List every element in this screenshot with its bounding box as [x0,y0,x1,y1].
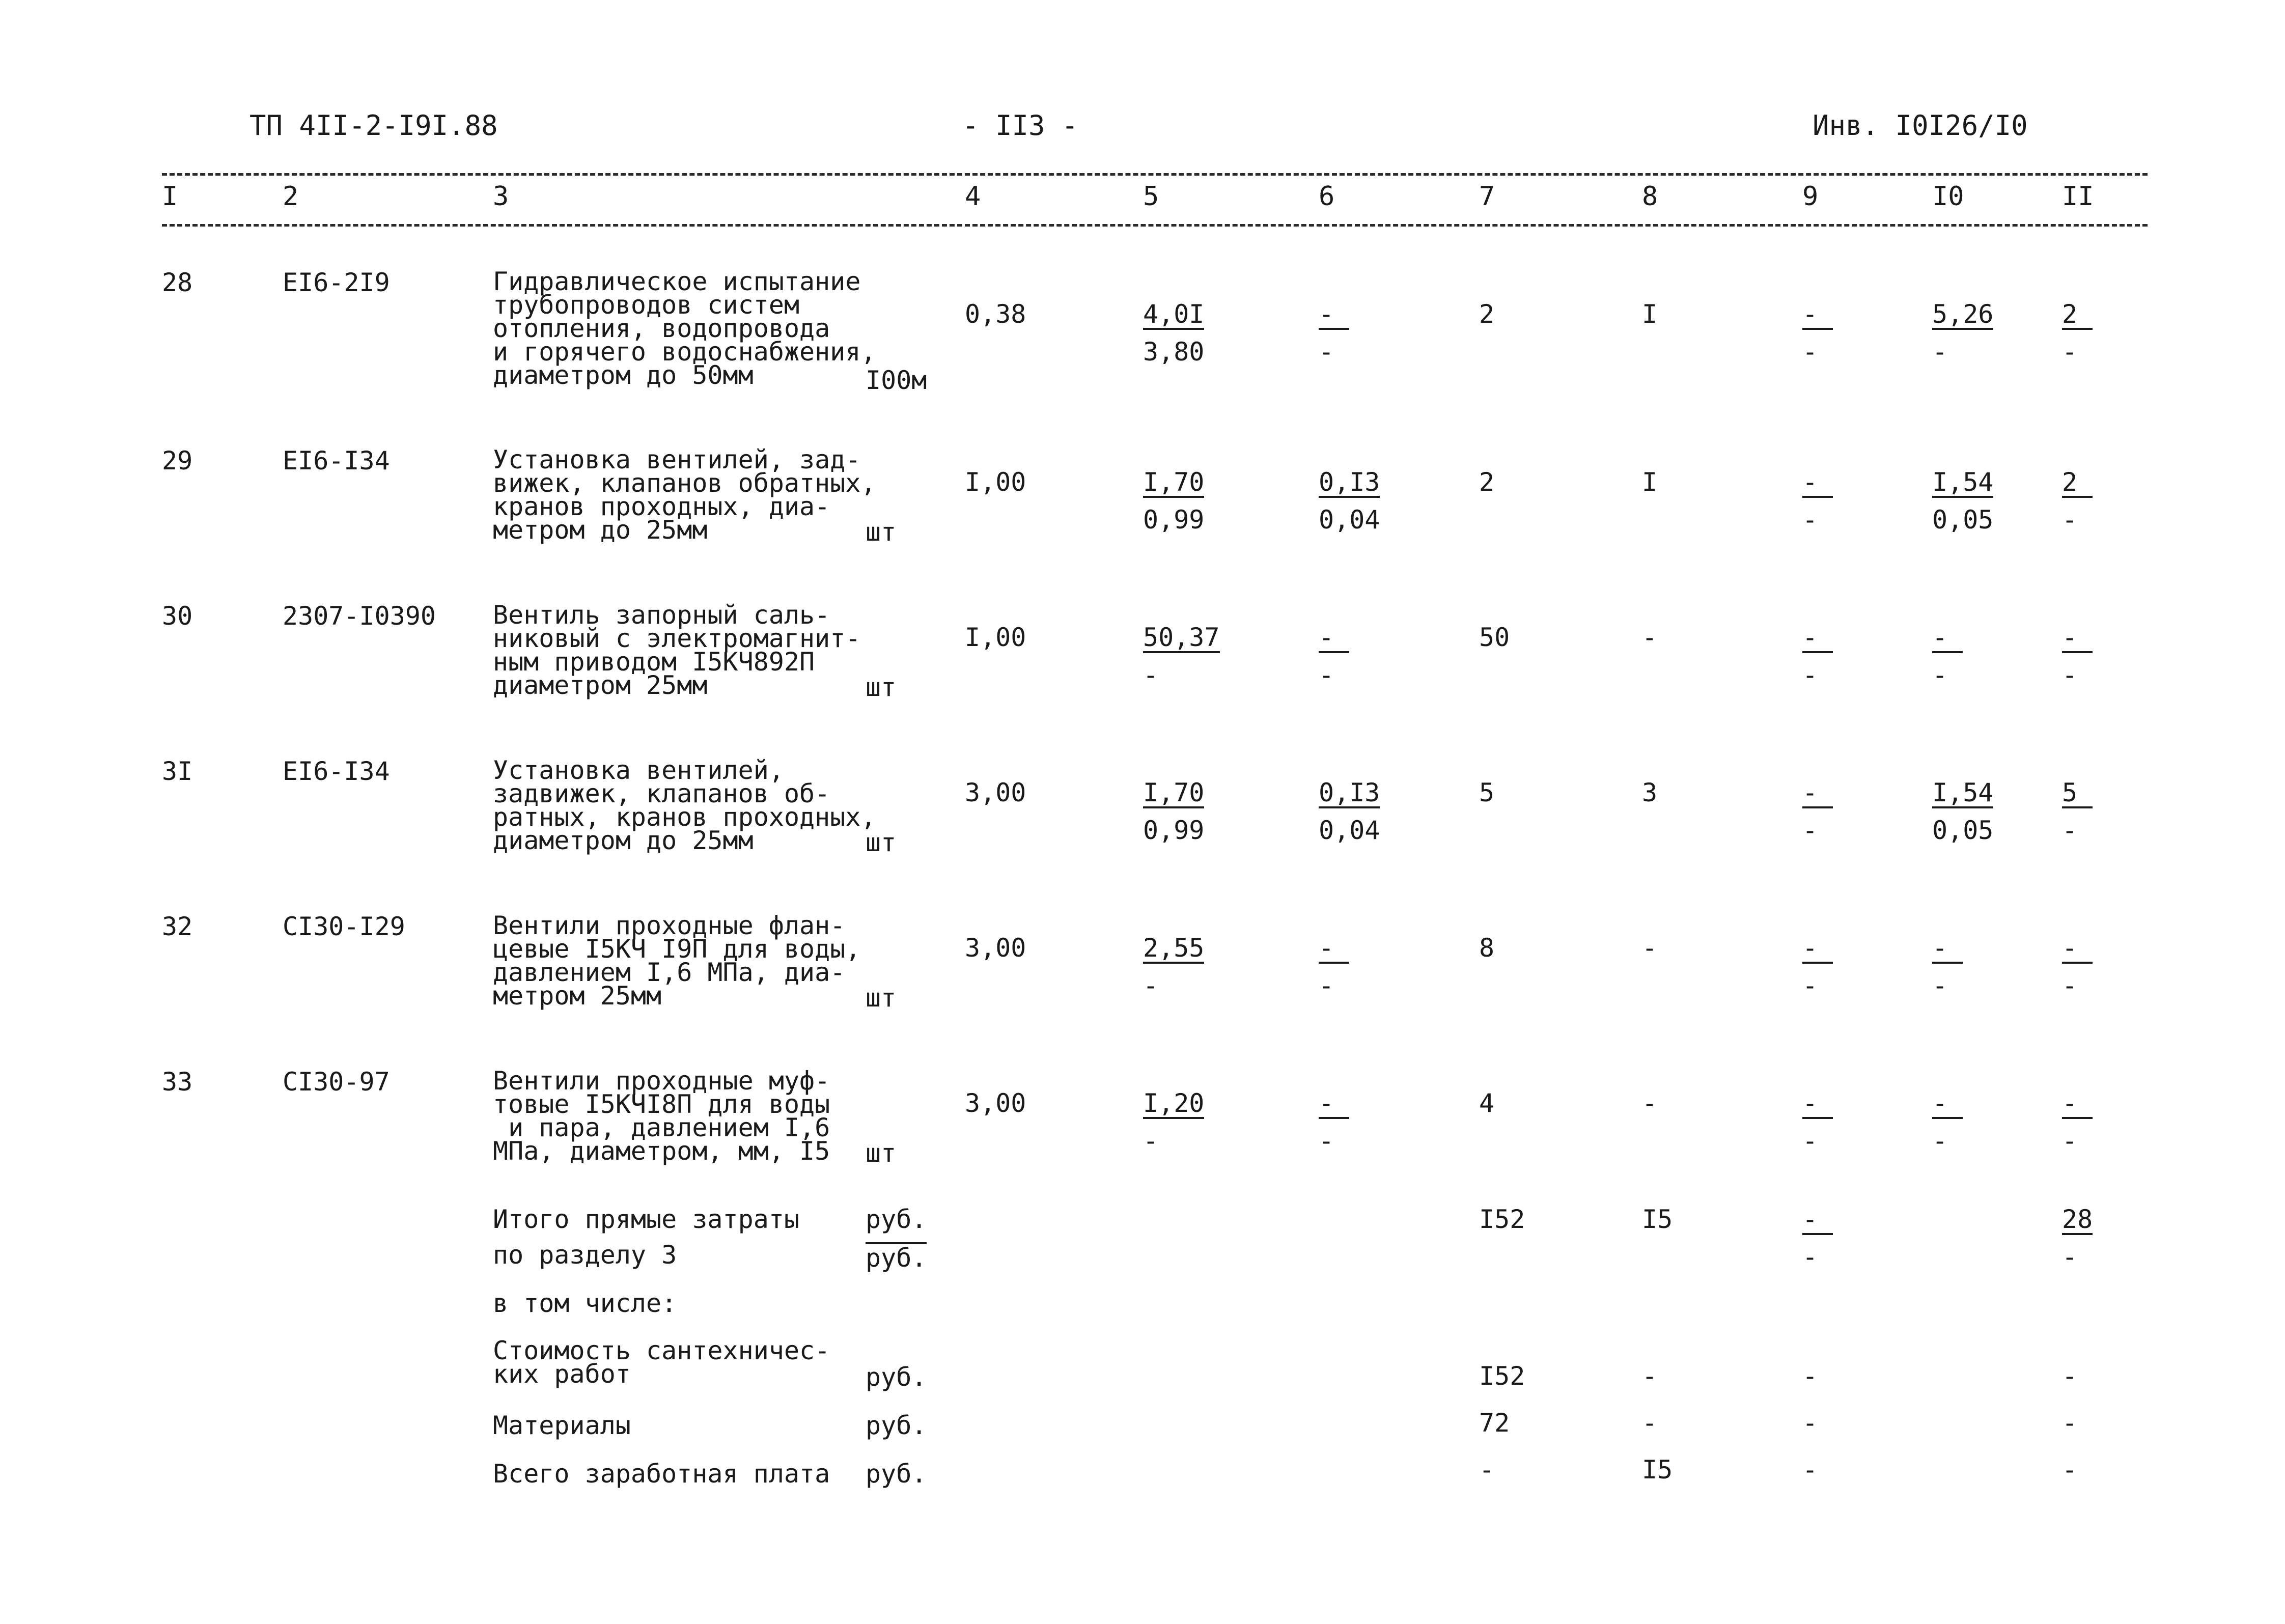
col9-top: - [1802,301,1833,330]
col6-value [1319,625,1349,688]
norm-code: EI6-I34 [283,446,390,475]
col6-top: 0,I3 [1319,467,1380,497]
quantity: 3,00 [965,1088,1026,1118]
quantity: I,00 [965,467,1026,497]
col9-bottom: - [1802,505,1818,535]
col9-value [1802,301,1833,365]
table-row [0,600,2285,766]
col10-top: 5,26 [1932,299,1994,329]
col9-top: - [1802,469,1833,498]
col5-top: 4,0I [1143,299,1205,329]
col5-value [1143,625,1220,688]
col11-value [2062,780,2093,843]
col9-bottom: - [1802,660,1818,690]
unit: шт [866,673,897,702]
col10-bottom: - [1932,337,1948,367]
wages-unit: руб. [866,1459,927,1489]
norm-code: 2307-I0390 [283,601,436,631]
including-label: в том числе: [493,1289,677,1318]
col9-top: - [1802,1090,1833,1119]
col10-bottom: - [1932,1126,1948,1156]
total-direct-col9-top: - [1802,1207,1833,1235]
col9-bottom: - [1802,337,1818,367]
norm-code: CI30-97 [283,1067,390,1097]
col11-value [2062,625,2093,688]
total-direct-unit-section: руб. [866,1243,927,1273]
col11-bottom: - [2062,660,2078,690]
col11-top: 5 [2062,780,2093,808]
col9-top: - [1802,625,1833,653]
col6-value [1319,780,1380,843]
col10-value [1932,301,1993,365]
materials-col7: 72 [1479,1408,1510,1438]
wages-col9: - [1802,1455,1818,1485]
table-row [0,267,2285,433]
col11-bottom: - [2062,1126,2078,1156]
col6-top: - [1319,935,1349,964]
col9-value [1802,780,1833,843]
col10-bottom: 0,05 [1932,816,1994,845]
col11-top: - [2062,1090,2093,1119]
total-direct-col11-bottom: - [2062,1242,2078,1272]
col9-bottom: - [1802,1126,1818,1156]
unit: шт [866,828,897,857]
total-direct-col11 [2062,1207,2093,1270]
col10-bottom: 0,05 [1932,505,1994,535]
col6-bottom: - [1319,971,1334,1000]
col6-bottom: 0,04 [1319,505,1380,535]
unit: шт [866,1138,897,1168]
col9-top: - [1802,935,1833,964]
column-header: 3 [493,181,509,212]
row-number: 33 [162,1067,193,1097]
col5-value [1143,935,1204,998]
col9-value [1802,469,1833,533]
norm-code: CI30-I29 [283,912,405,941]
col10-value [1932,625,1963,688]
column-header: 5 [1143,181,1159,212]
col10-top: - [1932,625,1963,653]
plumbing-cost-col8: - [1642,1361,1658,1391]
norm-code: EI6-I34 [283,757,390,786]
col5-bottom: - [1143,971,1159,1000]
col10-value [1932,469,1993,533]
col5-top: I,70 [1143,467,1205,497]
col6-bottom: - [1319,660,1334,690]
col11-bottom: - [2062,337,2078,367]
col5-bottom: - [1143,660,1159,690]
col9-top: - [1802,780,1833,808]
plumbing-cost-col9: - [1802,1361,1818,1391]
unit: шт [866,983,897,1013]
column-header: 4 [965,181,981,212]
col9-value [1802,935,1833,998]
wages-label: Всего заработная плата [493,1459,830,1489]
col10-top: I,54 [1932,467,1994,497]
col5-value [1143,301,1204,365]
col9-bottom: - [1802,971,1818,1000]
page-number: - II3 - [962,109,1078,142]
total-direct-col7: I52 [1479,1205,1525,1234]
col11-value [2062,1090,2093,1154]
col9-value [1802,625,1833,688]
materials-col11: - [2062,1408,2078,1438]
col5-top: 50,37 [1143,623,1220,652]
col11-bottom: - [2062,971,2078,1000]
quantity: 3,00 [965,933,1026,963]
column-header: 2 [283,181,299,212]
column-header: 7 [1479,181,1495,212]
unit: шт [866,517,897,547]
norm-code: EI6-2I9 [283,268,390,297]
col6-value [1319,1090,1349,1154]
plumbing-cost-col11: - [2062,1361,2078,1391]
col6-value [1319,935,1349,998]
col7-value: 8 [1479,933,1495,963]
total-direct-label-section: по разделу 3 [493,1240,677,1270]
col6-top: - [1319,1090,1349,1119]
table-header-rule [162,224,2148,227]
column-header: 8 [1642,181,1658,212]
col10-top: I,54 [1932,778,1994,807]
unit: I00м [866,366,927,395]
col8-value: I [1642,299,1658,329]
row-number: 32 [162,912,193,941]
col6-bottom: 0,04 [1319,816,1380,845]
wages-col8: I5 [1642,1455,1673,1485]
table-row [0,911,2285,1077]
col9-value [1802,1090,1833,1154]
quantity: 3,00 [965,778,1026,807]
col11-value [2062,301,2093,365]
col6-top: 0,I3 [1319,778,1380,807]
column-header: I [162,181,178,212]
document-code: ТП 4II-2-I9I.88 [249,109,498,142]
wages-col11: - [2062,1455,2078,1485]
materials-col9: - [1802,1408,1818,1438]
col5-value [1143,469,1204,533]
col11-value [2062,469,2093,533]
row-number: 3I [162,757,193,786]
col5-bottom: 3,80 [1143,337,1205,367]
work-description: Вентиль запорный саль- никовый с электромагнит- ным приводом I5КЧ892П диаметром 25мм [493,600,861,700]
col8-value: I [1642,467,1658,497]
total-direct-label: Итого прямые затраты [493,1205,800,1234]
col6-bottom: - [1319,1126,1334,1156]
col7-value: 2 [1479,299,1495,329]
work-description: Вентили проходные муф- товые I5КЧI8П для воды и пара, давлением I,6 МПа, диаметром, мм, I5 [493,1066,830,1166]
column-header: II [2062,181,2094,212]
col9-bottom: - [1802,816,1818,845]
total-direct-col9-bottom: - [1802,1242,1818,1272]
col11-top: 2 [2062,301,2093,330]
col7-value: 50 [1479,623,1510,652]
col5-bottom: 0,99 [1143,505,1205,535]
col11-top: 2 [2062,469,2093,498]
quantity: 0,38 [965,299,1026,329]
col10-top: - [1932,1090,1963,1119]
col6-top: - [1319,625,1349,653]
table-top-rule [162,173,2148,176]
quantity: I,00 [965,623,1026,652]
col8-value: - [1642,933,1658,963]
col7-value: 2 [1479,467,1495,497]
row-number: 28 [162,268,193,297]
total-direct-col11-top: 28 [2062,1205,2093,1234]
col10-top: - [1932,935,1963,964]
col6-value [1319,301,1349,365]
col11-bottom: - [2062,505,2078,535]
plumbing-cost-label: Стоимость сантехничес- ких работ [493,1336,830,1389]
column-header: 6 [1319,181,1335,212]
total-direct-col8: I5 [1642,1205,1673,1234]
materials-col8: - [1642,1408,1658,1438]
plumbing-cost-col7: I52 [1479,1361,1525,1391]
col5-bottom: 0,99 [1143,816,1205,845]
col5-top: I,70 [1143,778,1205,807]
col6-top: - [1319,301,1349,330]
col5-value [1143,1090,1204,1154]
col8-value: 3 [1642,778,1658,807]
col10-bottom: - [1932,660,1948,690]
plumbing-cost-unit: руб. [866,1362,927,1392]
work-description: Установка вентилей, задвижек, клапанов об- ратных, кранов проходных, диаметром до 25мм [493,755,876,855]
col10-value [1932,935,1963,998]
row-number: 30 [162,601,193,631]
col5-top: I,20 [1143,1088,1205,1118]
materials-label: Материалы [493,1411,631,1440]
column-header: I0 [1932,181,1964,212]
col5-value [1143,780,1204,843]
col10-value [1932,780,1993,843]
col8-value: - [1642,623,1658,652]
total-direct-unit: руб. [866,1205,927,1234]
column-header: 9 [1802,181,1819,212]
col8-value: - [1642,1088,1658,1118]
table-row [0,1066,2285,1232]
col10-value [1932,1090,1963,1154]
col5-top: 2,55 [1143,933,1205,963]
work-description: Гидравлическое испытание трубопроводов систем отопления, водопровода и горячего водоснабжения, диаметром до 50мм [493,267,876,390]
table-row [0,755,2285,921]
inventory-number: Инв. I0I26/I0 [1813,109,2028,142]
work-description: Вентили проходные флан- цевые I5КЧ I9П для воды, давлением I,6 МПа, диа- метром 25мм [493,911,861,1011]
col11-top: - [2062,935,2093,964]
row-number: 29 [162,446,193,475]
col10-bottom: - [1932,971,1948,1000]
col6-value [1319,469,1380,533]
col11-bottom: - [2062,816,2078,845]
col11-value [2062,935,2093,998]
wages-col7: - [1479,1455,1495,1485]
col11-top: - [2062,625,2093,653]
total-direct-col9 [1802,1207,1833,1270]
materials-unit: руб. [866,1411,927,1440]
work-description: Установка вентилей, зад- вижек, клапанов обратных, кранов проходных, диа- метром до 25мм [493,445,876,545]
table-row [0,445,2285,611]
col7-value: 5 [1479,778,1495,807]
col7-value: 4 [1479,1088,1495,1118]
col6-bottom: - [1319,337,1334,367]
col5-bottom: - [1143,1126,1159,1156]
